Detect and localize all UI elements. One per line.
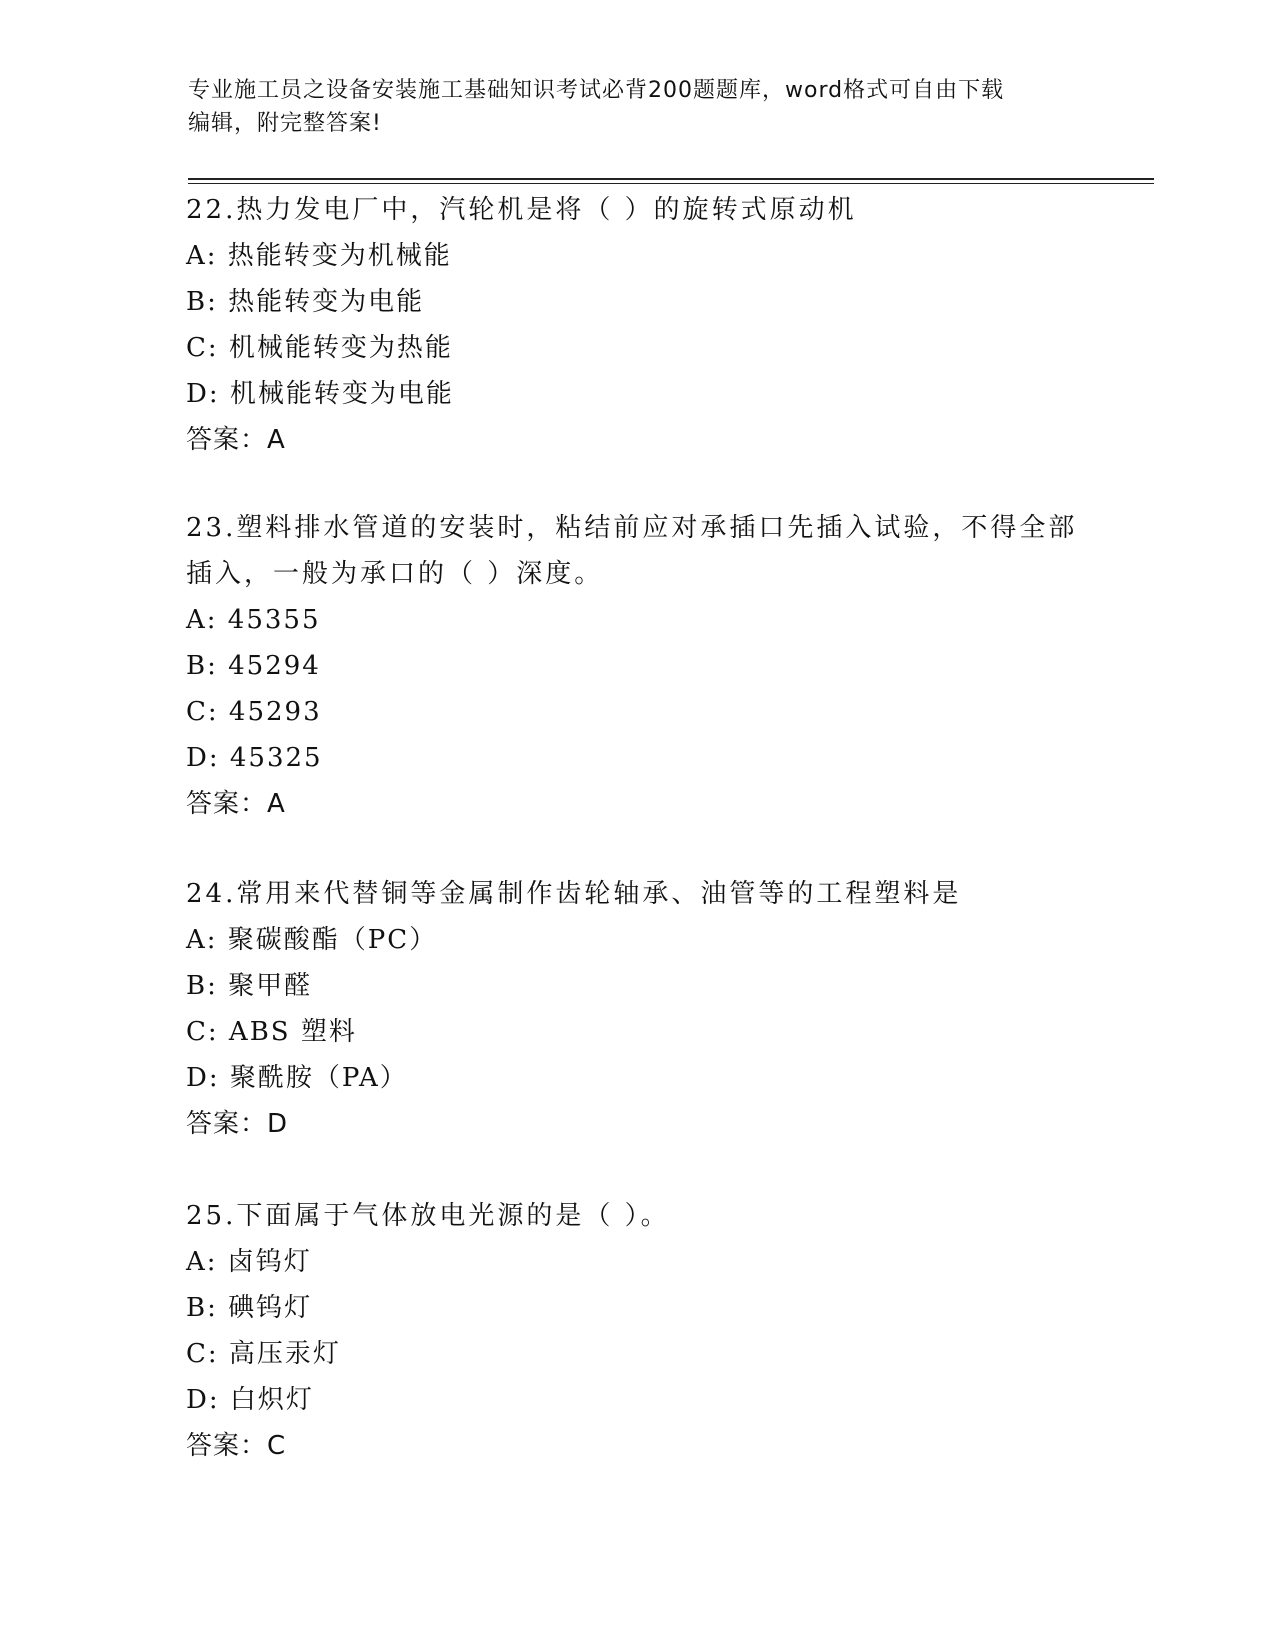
- option-d: D: 机械能转变为电能: [186, 379, 454, 409]
- header-divider-thick: [188, 178, 1154, 180]
- option-a: A: 热能转变为机械能: [186, 241, 452, 271]
- option-d: D: 45325: [186, 743, 323, 773]
- question-24: [186, 871, 1086, 1147]
- question-stem-line-1: 23.塑料排水管道的安装时，粘结前应对承插口先插入试验，不得全部: [186, 513, 1078, 543]
- option-c: C: 机械能转变为热能: [186, 333, 453, 363]
- answer-label: 答案：D: [186, 1109, 289, 1139]
- option-c: C: 45293: [186, 697, 322, 727]
- option-b: B: 45294: [186, 651, 321, 681]
- answer-label: 答案：A: [186, 425, 286, 455]
- option-a: A: 45355: [186, 605, 321, 635]
- answer-label: 答案：A: [186, 789, 286, 819]
- question-25: [186, 1193, 1086, 1469]
- header-line-1: 专业施工员之设备安装施工基础知识考试必背200题题库，word格式可自由下载: [188, 78, 1005, 103]
- question-stem: 25.下面属于气体放电光源的是（ ）。: [186, 1201, 670, 1231]
- option-b: B: 聚甲醛: [186, 971, 313, 1001]
- answer-label: 答案：C: [186, 1431, 287, 1461]
- option-b: B: 碘钨灯: [186, 1293, 313, 1323]
- option-d: D: 聚酰胺（PA）: [186, 1063, 408, 1093]
- option-c: C: ABS 塑料: [186, 1017, 357, 1047]
- option-d: D: 白炽灯: [186, 1385, 314, 1415]
- header-line-2: 编辑，附完整答案!: [188, 111, 382, 136]
- option-a: A: 卤钨灯: [186, 1247, 312, 1277]
- question-stem: 22.热力发电厂中，汽轮机是将（ ）的旋转式原动机: [186, 195, 857, 225]
- document-header: [188, 74, 1088, 140]
- header-divider-thin: [188, 183, 1154, 184]
- option-c: C: 高压汞灯: [186, 1339, 341, 1369]
- option-b: B: 热能转变为电能: [186, 287, 425, 317]
- question-stem-line-2: 插入，一般为承口的（ ）深度。: [186, 559, 604, 589]
- question-stem: 24.常用来代替铜等金属制作齿轮轴承、油管等的工程塑料是: [186, 879, 962, 909]
- question-22: [186, 187, 1086, 463]
- question-23: [186, 505, 1086, 827]
- option-a: A: 聚碳酸酯（PC）: [186, 925, 438, 955]
